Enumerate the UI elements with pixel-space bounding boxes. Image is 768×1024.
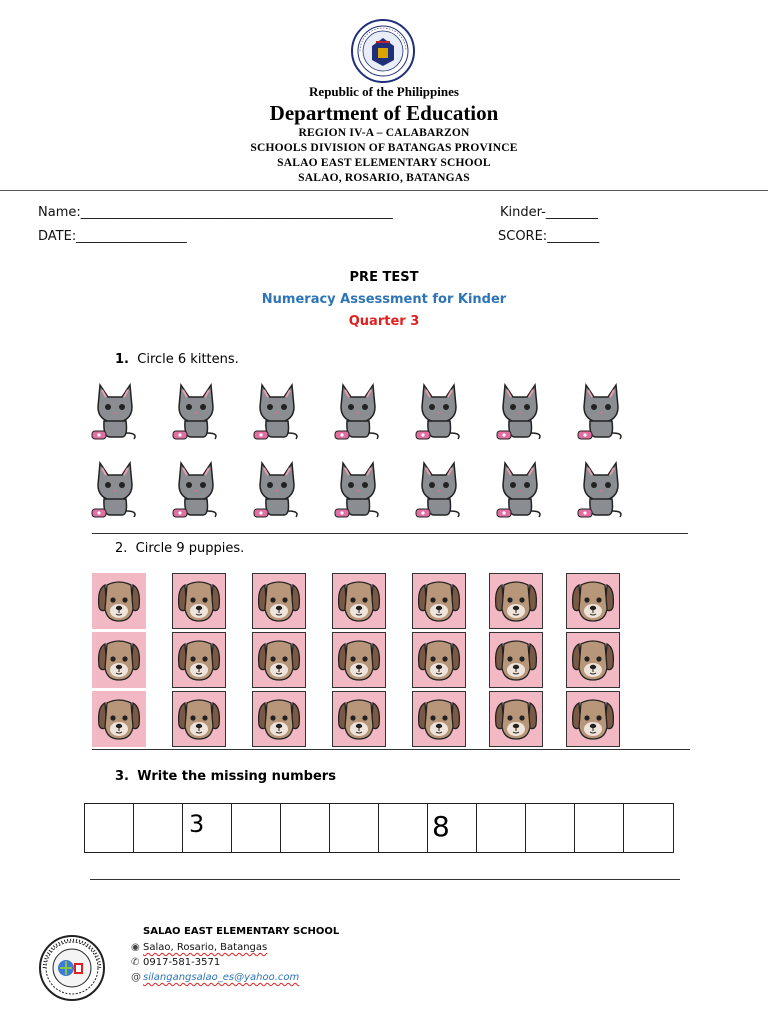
footer-school-name: SALAO EAST ELEMENTARY SCHOOL <box>143 926 340 937</box>
kitten-icon[interactable] <box>333 459 383 521</box>
kinder-field[interactable]: Kinder-________ <box>500 205 598 220</box>
date-field[interactable]: DATE:_________________ <box>38 229 187 244</box>
number-cell[interactable] <box>281 804 330 852</box>
puppy-icon[interactable] <box>566 691 620 747</box>
number-cell[interactable] <box>134 804 183 852</box>
puppy-icon[interactable] <box>92 573 146 629</box>
question-count: 6 <box>177 352 187 367</box>
kitten-icon[interactable] <box>252 459 302 521</box>
number-cell[interactable] <box>85 804 134 852</box>
question-3 <box>115 769 336 784</box>
email-icon: @ <box>131 972 141 983</box>
deped-seal-icon <box>350 18 416 84</box>
location-icon: ◉ <box>131 942 140 953</box>
puppy-icon[interactable] <box>412 573 466 629</box>
question-number: 1. <box>115 352 129 367</box>
puppy-icon[interactable] <box>566 573 620 629</box>
question-2 <box>115 541 244 556</box>
header-divider <box>0 190 768 191</box>
section-divider <box>92 533 688 534</box>
puppy-icon[interactable] <box>332 632 386 688</box>
division-line: SCHOOLS DIVISION OF BATANGAS PROVINCE <box>250 142 518 154</box>
kitten-icon[interactable] <box>333 381 383 443</box>
puppy-icon[interactable] <box>172 573 226 629</box>
footer-address: ◉ Salao, Rosario, Batangas <box>131 942 268 953</box>
puppy-icon[interactable] <box>92 691 146 747</box>
number-cell[interactable] <box>183 804 232 852</box>
footer-phone: ✆ 0917-581-3571 <box>131 957 221 968</box>
puppy-icon[interactable] <box>566 632 620 688</box>
puppy-icon[interactable] <box>172 632 226 688</box>
address-line: SALAO, ROSARIO, BATANGAS <box>298 172 470 184</box>
puppy-icon[interactable] <box>172 691 226 747</box>
puppy-icon[interactable] <box>412 691 466 747</box>
question-text: Write the missing numbers <box>137 769 336 784</box>
kitten-icon[interactable] <box>414 459 464 521</box>
number-cell[interactable] <box>526 804 575 852</box>
kitten-icon[interactable] <box>171 381 221 443</box>
question-text: puppies. <box>184 541 245 556</box>
kitten-icon[interactable] <box>495 381 545 443</box>
number-cell[interactable] <box>330 804 379 852</box>
number-cell[interactable] <box>575 804 624 852</box>
pretest-title: PRE TEST <box>349 270 419 285</box>
question-number: 3. <box>115 769 129 784</box>
number-cell[interactable] <box>428 804 477 852</box>
number-cell[interactable] <box>477 804 526 852</box>
school-line: SALAO EAST ELEMENTARY SCHOOL <box>277 157 491 169</box>
number-cell-value: 8 <box>432 810 450 843</box>
puppy-icon[interactable] <box>332 573 386 629</box>
puppy-icon[interactable] <box>489 691 543 747</box>
republic-heading: Republic of the Philippines <box>309 84 459 99</box>
score-field[interactable]: SCORE:________ <box>498 229 600 244</box>
question-1 <box>115 352 239 367</box>
question-number: 2. <box>115 541 128 556</box>
puppy-icon[interactable] <box>252 573 306 629</box>
region-line: REGION IV-A – CALABARZON <box>298 127 470 139</box>
kitten-icon[interactable] <box>576 381 626 443</box>
quarter-label: Quarter 3 <box>348 314 420 329</box>
kitten-icon[interactable] <box>414 381 464 443</box>
kitten-icon[interactable] <box>252 381 302 443</box>
footer-divider <box>90 879 680 880</box>
puppy-icon[interactable] <box>252 632 306 688</box>
question-text: Circle <box>135 541 177 556</box>
question-text: Circle <box>137 352 178 367</box>
puppy-icon[interactable] <box>489 573 543 629</box>
question-count: 9 <box>176 541 185 556</box>
footer-email: @ silangangsalao_es@yahoo.com <box>131 972 300 983</box>
department-heading: Department of Education <box>269 101 499 125</box>
puppy-icon[interactable] <box>332 691 386 747</box>
number-cell[interactable] <box>624 804 673 852</box>
assessment-subtitle: Numeracy Assessment for Kinder <box>261 292 507 307</box>
kitten-icon[interactable] <box>171 459 221 521</box>
puppy-icon[interactable] <box>252 691 306 747</box>
phone-icon: ✆ <box>131 957 140 968</box>
puppy-icon[interactable] <box>489 632 543 688</box>
kitten-icon[interactable] <box>576 459 626 521</box>
name-field[interactable]: Name:________________________________________________ <box>38 205 393 220</box>
number-cell[interactable] <box>232 804 281 852</box>
puppy-icon[interactable] <box>92 632 146 688</box>
kitten-icon[interactable] <box>90 459 140 521</box>
kitten-icon[interactable] <box>495 459 545 521</box>
kitten-icon[interactable] <box>90 381 140 443</box>
number-cell-value: 3 <box>189 810 205 838</box>
question-text: kittens. <box>186 352 239 367</box>
section-divider <box>92 749 690 750</box>
puppy-icon[interactable] <box>412 632 466 688</box>
number-row <box>84 803 674 853</box>
number-cell[interactable] <box>379 804 428 852</box>
school-seal-icon <box>38 934 106 1002</box>
